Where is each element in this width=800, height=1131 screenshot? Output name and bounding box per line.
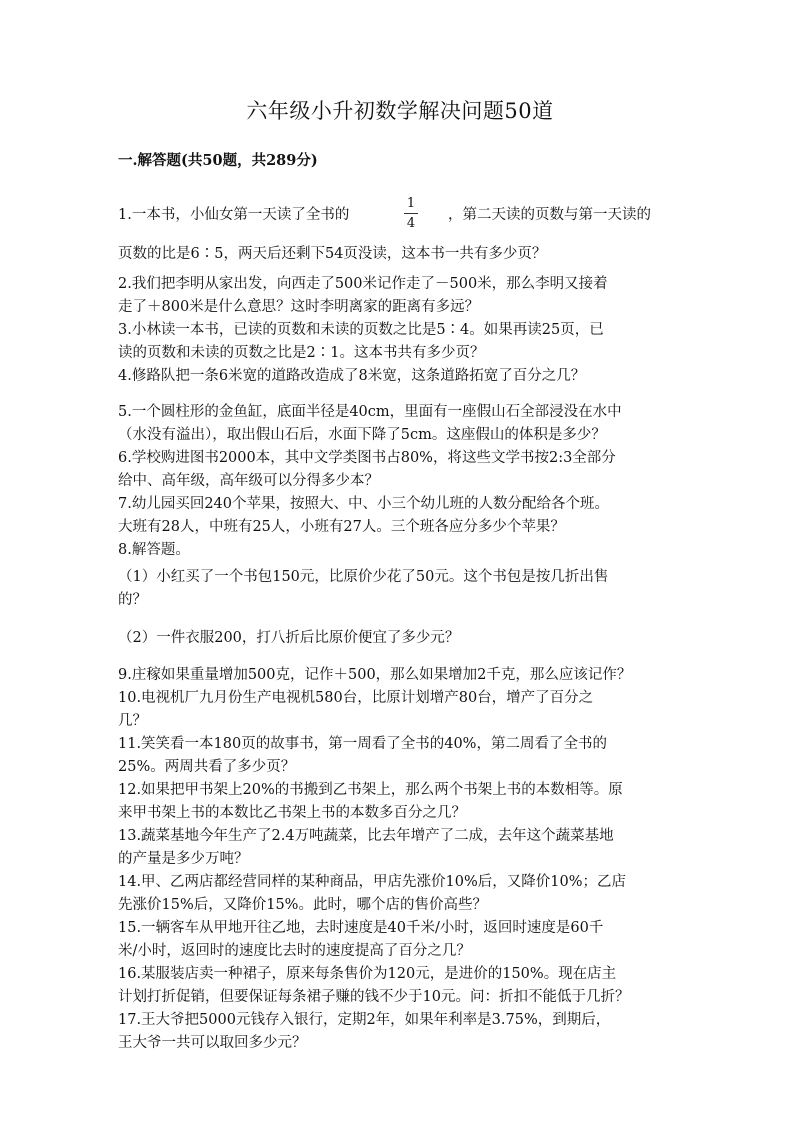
question-8-part-1 <box>118 566 693 612</box>
fraction-bar <box>404 213 418 214</box>
text-line: 几？ <box>118 713 147 729</box>
fraction-numerator: 1 <box>406 196 416 211</box>
text-line: 王大爷一共可以取回多少元？ <box>118 1035 307 1051</box>
text-line: 3.小林读一本书，已读的页数和未读的页数之比是5∶4。如果再读25页，已 <box>118 322 604 338</box>
text-line: 17.王大爷把5000元钱存入银行，定期2年，如果年利率是3.75%，到期后， <box>118 1012 611 1028</box>
questions-2-to-4 <box>118 273 693 388</box>
text-line: 的产量是多少万吨？ <box>118 851 249 867</box>
text-line: 7.幼儿园买回240个苹果，按照大、中、小三个幼儿班的人数分配给各个班。 <box>118 496 610 512</box>
text-line: 4.修路队把一条6米宽的道路改造成了8米宽，这条道路拓宽了百分之几？ <box>118 368 586 384</box>
text-line: 12.如果把甲书架上20%的书搬到乙书架上，那么两个书架上书的本数相等。原 <box>118 782 623 798</box>
text-line: 9.庄稼如果重量增加500克，记作＋500，那么如果增加2千克，那么应该记作？ <box>118 667 632 683</box>
fraction-denominator: 4 <box>406 216 416 231</box>
text-line: 5.一个圆柱形的金鱼缸，底面半径是40cm，里面有一座假山石全部浸没在水中 <box>118 404 622 420</box>
question-1-text-after-fraction: ，第二天读的页数与第一天读的 <box>448 207 651 223</box>
questions-5-to-8 <box>118 401 693 562</box>
page-title: 六年级小升初数学解决问题50道 <box>246 99 554 123</box>
text-line: 13.蔬菜基地今年生产了2.4万吨蔬菜，比去年增产了二成，去年这个蔬菜基地 <box>118 828 614 844</box>
text-line: （水没有溢出），取出假山石后，水面下降了5cm。这座假山的体积是多少？ <box>118 427 606 443</box>
text-line: 15.一辆客车从甲地开往乙地，去时速度是40千米/小时，返回时速度是60千 <box>118 920 604 936</box>
text-line: 10.电视机厂九月份生产电视机580台，比原计划增产80台，增产了百分之 <box>118 690 594 706</box>
text-line: 14.甲、乙两店都经营同样的某种商品，甲店先涨价10%后，又降价10%；乙店 <box>118 874 627 890</box>
text-line: 先涨价15%后，又降价15%。此时，哪个店的售价高些？ <box>118 897 487 913</box>
section-heading: 一.解答题(共50题，共289分) <box>118 152 318 169</box>
text-line: 8.解答题。 <box>118 542 190 558</box>
question-1-line-2: 页数的比是6∶5，两天后还剩下54页没读，这本书一共有多少页？ <box>118 246 547 262</box>
text-line: 11.笑笑看一本180页的故事书，第一周看了全书的40%，第二周看了全书的 <box>118 736 607 752</box>
text-line: 计划打折促销，但要保证每条裙子赚的钱不少于10元。问：折扣不能低于几折？ <box>118 989 630 1005</box>
text-line: （1）小红买了一个书包150元，比原价少花了50元。这个书包是按几折出售 <box>118 569 609 585</box>
text-line: 25%。两周共看了多少页？ <box>118 759 296 775</box>
text-line: 的？ <box>118 592 147 608</box>
question-8-part-2 <box>118 627 693 650</box>
questions-9-to-17 <box>118 664 693 1055</box>
text-line: 米/小时，返回时的速度比去时的速度提高了百分之几？ <box>118 943 471 959</box>
text-line: 走了＋800米是什么意思？这时李明离家的距离有多远？ <box>118 299 480 315</box>
text-line: 16.某服装店卖一种裙子，原来每条售价为120元，是进价的150%。现在店主 <box>118 966 617 982</box>
text-line: 2.我们把李明从家出发，向西走了500米记作走了－500米，那么李明又接着 <box>118 276 608 292</box>
text-line: 大班有28人，中班有25人，小班有27人。三个班各应分多少个苹果？ <box>118 519 565 535</box>
question-1-text-before-fraction: 1.一本书，小仙女第一天读了全书的 <box>118 207 350 223</box>
text-line: 读的页数和未读的页数之比是2∶1。这本书共有多少页？ <box>118 345 485 361</box>
text-line: （2）一件衣服200，打八折后比原价便宜了多少元？ <box>118 630 460 646</box>
fraction-one-quarter <box>404 196 418 231</box>
text-line: 6.学校购进图书2000本，其中文学类图书占80%，将这些文学书按2:3全部分 <box>118 450 616 466</box>
text-line: 来甲书架上书的本数比乙书架上书的本数多百分之几？ <box>118 805 466 821</box>
text-line: 给中、高年级，高年级可以分得多少本？ <box>118 473 379 489</box>
